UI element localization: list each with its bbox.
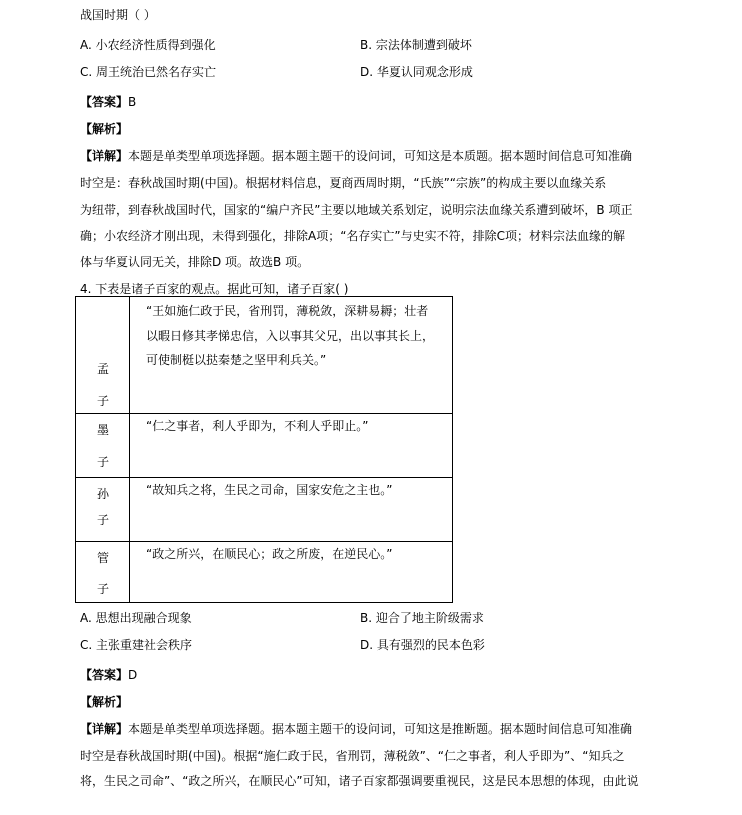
table-name-char: 子 bbox=[96, 513, 109, 527]
table-row bbox=[76, 297, 452, 414]
quote-line: “仁之事者，利人乎即为，不利人乎即止。” bbox=[146, 419, 369, 433]
table-name-char: 管 bbox=[96, 551, 109, 565]
quote-line: “王如施仁政于民，省刑罚，薄税敛，深耕易耨；壮者 bbox=[146, 304, 429, 318]
q3-detail-line-3: 为纽带，到春秋战国时代，国家的“编户齐民”主要以地域关系划定，说明宗法血缘关系遭到破坏，B 项正 bbox=[80, 203, 633, 217]
q4-detail-line-3: 将，生民之司命”、“政之所兴，在顺民心”可知，诸子百家都强调要重视民，这是民本思想的体现，由此说 bbox=[80, 774, 639, 788]
q3-detail-label: 【详解】 bbox=[80, 149, 129, 163]
q4-detail-label: 【详解】 bbox=[80, 722, 129, 736]
table-quote-cell bbox=[146, 414, 444, 439]
table-row bbox=[76, 542, 452, 603]
q4-answer-label: 【答案】 bbox=[80, 668, 129, 682]
table-row bbox=[76, 478, 452, 542]
quote-line: 以暇日修其孝悌忠信，入以事其父兄，出以事其长上， bbox=[146, 328, 435, 343]
q4-analysis-label: 【解析】 bbox=[80, 695, 129, 709]
q3-analysis-label: 【解析】 bbox=[80, 122, 129, 136]
q4-detail-text-1: 本题是单类型单项选择题。据本题主题干的设问词，可知这是推断题。据本题时间信息可知准确 bbox=[128, 722, 633, 736]
table-name-char: 墨 bbox=[96, 423, 109, 437]
table-quote-cell bbox=[146, 299, 444, 373]
quote-line: “故知兵之将，生民之司命，国家安危之主也。” bbox=[146, 483, 393, 497]
q3-option-c: C. 周王统治已然名存实亡 bbox=[80, 65, 217, 79]
schools-table bbox=[75, 296, 453, 603]
table-name-char: 子 bbox=[96, 582, 109, 596]
table-name-char: 子 bbox=[96, 455, 109, 469]
table-name-char: 孙 bbox=[96, 487, 109, 501]
table-quote-cell bbox=[146, 542, 444, 567]
q3-option-d: D. 华夏认同观念形成 bbox=[360, 65, 473, 79]
q4-detail-line-2: 时空是春秋战国时期(中国)。根据“施仁政于民，省刑罚，薄税敛”、“仁之事者，利人乎即为”、“知兵之 bbox=[80, 749, 625, 763]
q4-stem: 4. 下表是诸子百家的观点。据此可知，诸子百家( ) bbox=[80, 282, 349, 296]
table-name-cell bbox=[76, 542, 130, 603]
table-name-cell bbox=[76, 297, 130, 413]
quote-line: 可使制梃以挞秦楚之坚甲利兵关。” bbox=[146, 353, 327, 367]
table-name-char: 子 bbox=[96, 394, 109, 408]
q3-detail-line-5: 体与华夏认同无关，排除D 项。故选B 项。 bbox=[80, 255, 310, 269]
q3-stem-tail: 战国时期（ ） bbox=[80, 8, 156, 22]
q3-detail-text-1: 本题是单类型单项选择题。据本题主题干的设问词，可知这是本质题。据本题时间信息可知准确 bbox=[128, 149, 633, 163]
q4-option-c: C. 主张重建社会秩序 bbox=[80, 638, 193, 652]
q3-answer-label: 【答案】 bbox=[80, 95, 129, 109]
quote-line: “政之所兴，在顺民心；政之所废，在逆民心。” bbox=[146, 547, 393, 561]
q4-answer bbox=[80, 667, 137, 683]
table-name-cell bbox=[76, 478, 130, 541]
q4-answer-value: D bbox=[128, 668, 138, 682]
q3-option-a: A. 小农经济性质得到强化 bbox=[80, 38, 216, 52]
q4-option-b: B. 迎合了地主阶级需求 bbox=[360, 611, 484, 625]
q4-detail-line-1 bbox=[80, 721, 632, 737]
table-quote-cell bbox=[146, 478, 444, 503]
q4-option-d: D. 具有强烈的民本色彩 bbox=[360, 638, 485, 652]
table-name-cell bbox=[76, 414, 130, 477]
q3-answer-value: B bbox=[128, 95, 137, 109]
q3-detail-line-4: 确；小农经济才刚出现，未得到强化，排除A项；“名存实亡”与史实不符，排除C项；材料宗法血缘的解 bbox=[80, 229, 626, 243]
table-row bbox=[76, 414, 452, 478]
q3-option-b: B. 宗法体制遭到破坏 bbox=[360, 38, 472, 52]
q4-option-a: A. 思想出现融合现象 bbox=[80, 611, 192, 625]
table-name-char: 孟 bbox=[96, 362, 109, 376]
q3-detail-line-1 bbox=[80, 148, 632, 164]
q3-answer bbox=[80, 94, 136, 110]
q3-detail-line-2: 时空是：春秋战国时期(中国)。根据材料信息，夏商西周时期，“氏族”“宗族”的构成主要以血缘关系 bbox=[80, 176, 607, 190]
